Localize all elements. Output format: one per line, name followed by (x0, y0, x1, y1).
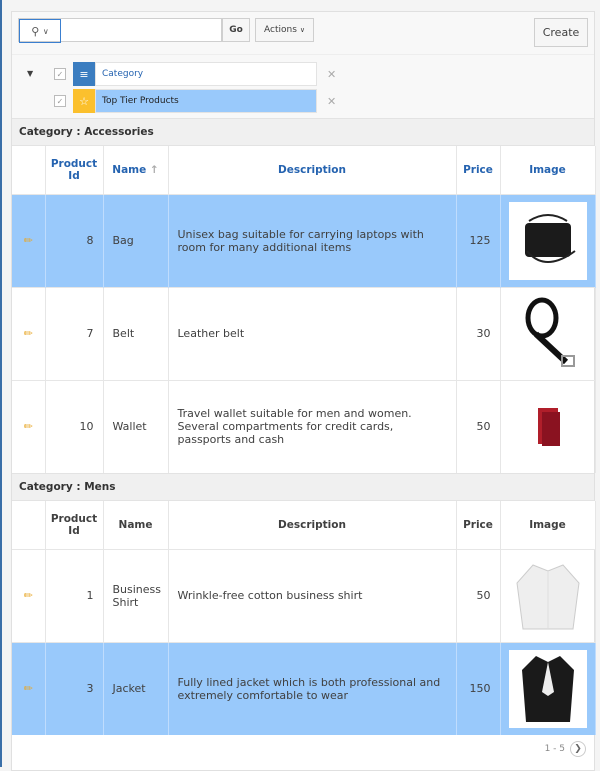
product-description: Fully lined jacket which is both professional and extremely comfortable to wear (168, 642, 456, 735)
collapse-toggle-icon[interactable]: ▼ (27, 69, 34, 78)
image-cell (500, 642, 595, 735)
header-row (12, 146, 595, 194)
table-row (12, 549, 595, 642)
product-image-bag (509, 202, 587, 280)
product-name: Bag (103, 194, 168, 287)
actions-label: Actions (264, 25, 297, 35)
product-description: Leather belt (168, 287, 456, 380)
pencil-icon: ✏ (23, 327, 33, 340)
edit-link[interactable] (12, 287, 45, 380)
filter-label[interactable]: Top Tier Products (95, 89, 317, 113)
product-description: Unisex bag suitable for carrying laptops with room for many additional items (168, 194, 456, 287)
product-price: 50 (456, 549, 500, 642)
edit-column-header (12, 501, 45, 549)
product-price: 30 (456, 287, 500, 380)
product-image-shirt (509, 557, 587, 635)
column-header-price[interactable]: Price (456, 146, 500, 194)
column-header-description[interactable]: Description (168, 146, 456, 194)
product-image-belt (509, 295, 587, 373)
pagination-range: 1 - 5 (544, 744, 565, 754)
pencil-icon: ✏ (23, 682, 33, 696)
image-cell (500, 380, 595, 473)
product-id: 10 (45, 380, 103, 473)
product-description: Travel wallet suitable for men and women. Several compartments for credit cards, passports and cash (168, 380, 456, 473)
report-footer (12, 735, 594, 765)
column-header-name[interactable] (103, 501, 168, 549)
search-column-button[interactable] (19, 19, 61, 43)
next-page-button[interactable]: ❯ (570, 741, 586, 757)
column-header-image[interactable]: Image (500, 501, 595, 549)
edit-link[interactable] (12, 549, 45, 642)
star-icon: ☆ (73, 89, 95, 113)
search-icon: ⚲ (31, 24, 40, 38)
interactive-report (11, 11, 595, 771)
group-header: Category : Accessories (12, 118, 594, 146)
pencil-icon: ✏ (23, 234, 33, 247)
report-settings (12, 54, 594, 118)
image-cell (500, 194, 595, 287)
table-row (12, 380, 595, 473)
product-name: Wallet (103, 380, 168, 473)
chevron-down-icon: ∨ (299, 26, 305, 34)
column-header-description[interactable]: Description (168, 501, 456, 549)
product-id: 1 (45, 549, 103, 642)
product-name: Belt (103, 287, 168, 380)
product-price: 150 (456, 642, 500, 735)
column-header-name[interactable] (103, 146, 168, 194)
filter-label[interactable]: Category (95, 62, 317, 86)
product-image-jacket (509, 650, 587, 728)
column-header-product-id[interactable]: Product Id (45, 501, 103, 549)
product-price: 50 (456, 380, 500, 473)
remove-filter-icon[interactable]: ✕ (327, 67, 337, 81)
go-button[interactable]: Go (222, 18, 250, 42)
pencil-icon: ✏ (23, 589, 33, 602)
sort-icon: ↑ (149, 163, 159, 176)
table-row (12, 194, 595, 287)
edit-column-header (12, 146, 45, 194)
product-id: 8 (45, 194, 103, 287)
table-row (12, 642, 595, 735)
filter-checkbox[interactable]: ✓ (54, 95, 66, 107)
column-header-label: Name (112, 163, 147, 176)
create-button[interactable]: Create (534, 18, 588, 47)
edit-link[interactable] (12, 642, 45, 735)
report-table (12, 146, 596, 473)
filter-top-tier (54, 89, 336, 113)
edit-link[interactable] (12, 380, 45, 473)
column-header-product-id[interactable]: Product Id (45, 146, 103, 194)
search-field[interactable] (18, 18, 222, 42)
remove-filter-icon[interactable]: ✕ (327, 94, 337, 108)
product-image-wallet (509, 388, 587, 466)
product-price: 125 (456, 194, 500, 287)
edit-link[interactable] (12, 194, 45, 287)
product-id: 7 (45, 287, 103, 380)
product-name: Jacket (103, 642, 168, 735)
actions-button[interactable] (255, 18, 314, 42)
table-row (12, 287, 595, 380)
group-header: Category : Mens (12, 473, 594, 501)
product-name: Business Shirt (103, 549, 168, 642)
column-header-price[interactable]: Price (456, 501, 500, 549)
toolbar (12, 12, 594, 54)
filter-checkbox[interactable]: ✓ (54, 68, 66, 80)
chevron-down-icon: ∨ (42, 26, 49, 36)
column-header-image[interactable]: Image (500, 146, 595, 194)
image-cell (500, 549, 595, 642)
pagination (545, 741, 586, 757)
filter-category (54, 62, 336, 86)
pencil-icon: ✏ (23, 420, 33, 434)
report-table (12, 501, 596, 735)
header-row (12, 501, 595, 549)
control-break-icon: ≡ (73, 62, 95, 86)
column-header-label: Name (118, 518, 153, 531)
product-description: Wrinkle-free cotton business shirt (168, 549, 456, 642)
product-id: 3 (45, 642, 103, 735)
image-cell (500, 287, 595, 380)
